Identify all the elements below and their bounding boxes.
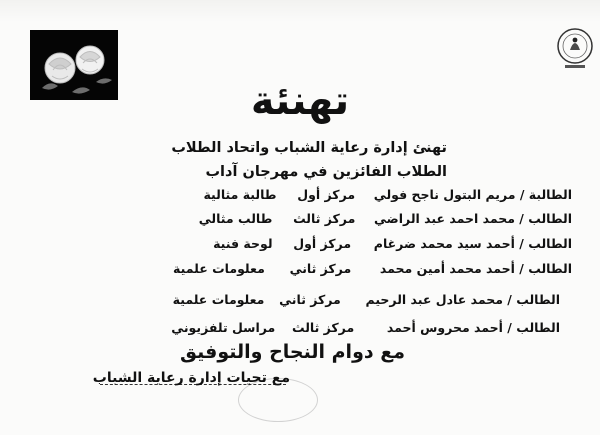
- university-logo: [554, 24, 596, 72]
- winner-name: الطالب / محمد احمد عبد الراضي: [374, 211, 572, 226]
- logo-emblem-icon: [554, 24, 596, 72]
- list-item: [173, 292, 560, 308]
- list-item: [203, 187, 572, 203]
- winner-rank: مركز ثالث: [291, 320, 355, 335]
- winner-category: مراسل تلفزيوني: [171, 320, 276, 335]
- list-item: [199, 211, 572, 227]
- winner-name: الطالب / أحمد سيد محمد ضرغام: [373, 236, 572, 251]
- list-item: [213, 236, 572, 252]
- rose-icon: [30, 30, 118, 100]
- closing-wish: مع دوام النجاح والتوفيق: [180, 341, 405, 363]
- winner-name: الطالب / أحمد محمد أمين محمد: [379, 261, 572, 276]
- winner-category: لوحة فنية: [213, 236, 273, 251]
- intro-line-1: تهنئ إدارة رعاية الشباب واتحاد الطلاب: [171, 140, 447, 156]
- intro-line-2: الطلاب الفائزين في مهرجان آداب: [205, 164, 447, 180]
- page-title: تهنئة: [250, 78, 350, 124]
- signature: مع تحيات إدارة رعاية الشباب: [92, 370, 290, 386]
- list-item: [173, 261, 572, 277]
- winner-rank: مركز ثالث: [293, 211, 356, 226]
- winner-category: معلومات علمية: [173, 261, 265, 276]
- roses-image: [30, 30, 118, 100]
- scan-edge: [0, 0, 600, 22]
- winner-name: الطالب / محمد عادل عبد الرحيم: [365, 292, 560, 307]
- list-item: [171, 320, 560, 336]
- winner-rank: مركز أول: [297, 187, 356, 202]
- winner-category: طالب مثالي: [198, 211, 273, 226]
- winner-category: معلومات علمية: [172, 292, 265, 307]
- winner-rank: مركز ثاني: [289, 261, 352, 276]
- winner-name: الطالبة / مريم البتول ناجح فولي: [373, 187, 572, 202]
- winner-category: طالبة مثالية: [203, 187, 277, 202]
- winner-rank: مركز ثاني: [279, 292, 341, 307]
- winner-rank: مركز أول: [293, 236, 352, 251]
- winner-name: الطالب / أحمد محروس أحمد: [386, 320, 560, 335]
